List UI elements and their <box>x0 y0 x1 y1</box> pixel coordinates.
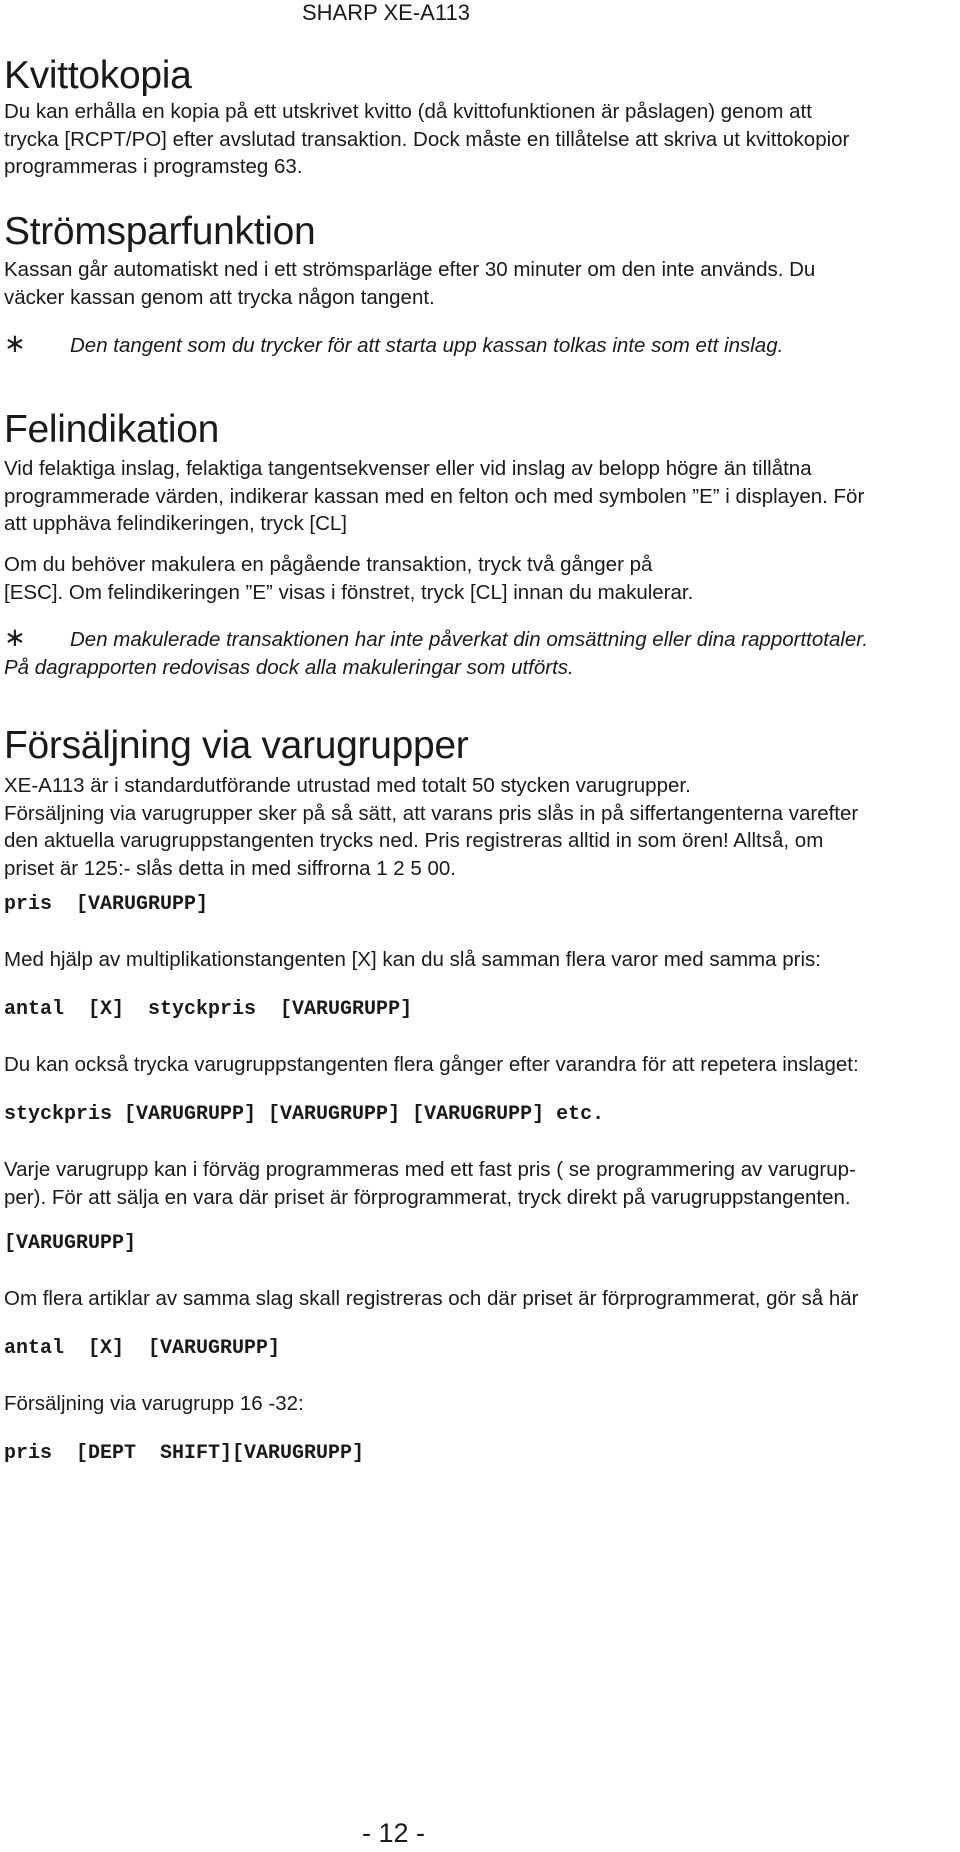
paragraph-varugrupper-1 <box>4 772 949 882</box>
heading-varugrupper: Försäljning via varugrupper <box>4 724 469 767</box>
text-line: [ESC]. Om felindikeringen ”E” visas i fönstret, tryck [CL] innan du makulerar. <box>4 580 694 604</box>
heading-felindikation: Felindikation <box>4 408 220 451</box>
paragraph-felindikation-1 <box>4 455 949 538</box>
paragraph-varugrupper-4 <box>4 1156 949 1211</box>
page-number: - 12 - <box>362 1818 426 1848</box>
text-line: Om du behöver makulera en pågående transaktion, tryck två gånger på <box>4 553 653 576</box>
text-line: väcker kassan genom att trycka någon tangent. <box>4 285 435 309</box>
paragraph-felindikation-2 <box>4 551 949 606</box>
paragraph-varugrupper-2: Med hjälp av multiplikationstangenten [X] kan du slå samman flera varor med samma pris: <box>4 948 821 971</box>
text-line: Vid felaktiga inslag, felaktiga tangentsekvenser eller vid inslag av belopp högre än tillåtna <box>4 457 812 480</box>
text-line: programmeras i programsteg 63. <box>4 155 303 178</box>
key-sequence-1: pris [VARUGRUPP] <box>4 893 209 916</box>
text-line: Kassan går automatiskt ned i ett strömsparläge efter 30 minuter om den inte används. Du <box>4 258 816 281</box>
heading-kvittokopia: Kvittokopia <box>4 54 192 97</box>
heading-stromsparfunktion: Strömsparfunktion <box>4 210 316 253</box>
text-line: att upphäva felindikeringen, tryck [CL] <box>4 512 347 535</box>
key-sequence-6: pris [DEPT SHIFT][VARUGRUPP] <box>4 1442 365 1465</box>
text-line: den aktuella varugruppstangenten trycks ned. Pris registreras alltid in som ören! Alltså, om <box>4 829 824 852</box>
note-text: Den tangent som du trycker för att starta upp kassan tolkas inte som ett inslag. <box>70 334 784 357</box>
paragraph-stromsparfunktion <box>4 256 949 311</box>
text-line: priset är 125:- slås detta in med siffrorna 1 2 5 00. <box>4 856 457 880</box>
note-text: På dagrapporten redovisas dock alla makuleringar som utförts. <box>4 655 574 679</box>
key-sequence-5: antal [X] [VARUGRUPP] <box>4 1337 281 1360</box>
asterisk-icon: ∗ <box>4 328 26 358</box>
text-line: programmerade värden, indikerar kassan med en felton och med symbolen ”E” i displayen. För <box>4 484 865 508</box>
key-sequence-3: styckpris [VARUGRUPP] [VARUGRUPP] [VARUGRUPP] etc. <box>4 1103 605 1126</box>
header-title: SHARP XE-A113 <box>302 0 470 25</box>
paragraph-varugrupper-5: Om flera artiklar av samma slag skall registreras och där priset är förprogrammerat, gör så här <box>4 1287 859 1310</box>
text-line: Varje varugrupp kan i förväg programmeras med ett fast pris ( se programmering av varugrup- <box>4 1158 856 1181</box>
key-sequence-4: [VARUGRUPP] <box>4 1232 137 1255</box>
note-text: Den makulerade transaktionen har inte påverkat din omsättning eller dina rapporttotaler. <box>70 628 869 651</box>
text-line: trycka [RCPT/PO] efter avslutad transaktion. Dock måste en tillåtelse att skriva ut kvittokopior <box>4 127 850 151</box>
text-line: Du kan erhålla en kopia på ett utskrivet kvitto (då kvittofunktionen är påslagen) genom att <box>4 100 812 123</box>
paragraph-varugrupper-3: Du kan också trycka varugruppstangenten flera gånger efter varandra för att repetera inslaget: <box>4 1053 859 1076</box>
text-line: XE-A113 är i standardutförande utrustad med totalt 50 stycken varugrupper. <box>4 774 691 797</box>
text-line: per). För att sälja en vara där priset är förprogrammerat, tryck direkt på varugruppstangenten. <box>4 1185 851 1209</box>
note-stromsparfunktion <box>4 330 954 360</box>
paragraph-varugrupper-6: Försäljning via varugrupp 16 -32: <box>4 1392 304 1415</box>
key-sequence-2: antal [X] styckpris [VARUGRUPP] <box>4 998 413 1021</box>
asterisk-icon: ∗ <box>4 622 26 652</box>
paragraph-kvittokopia <box>4 98 949 181</box>
text-line: Försäljning via varugrupper sker på så sätt, att varans pris slås in på siffertangenterna varefter <box>4 801 859 825</box>
note-felindikation <box>4 624 954 681</box>
